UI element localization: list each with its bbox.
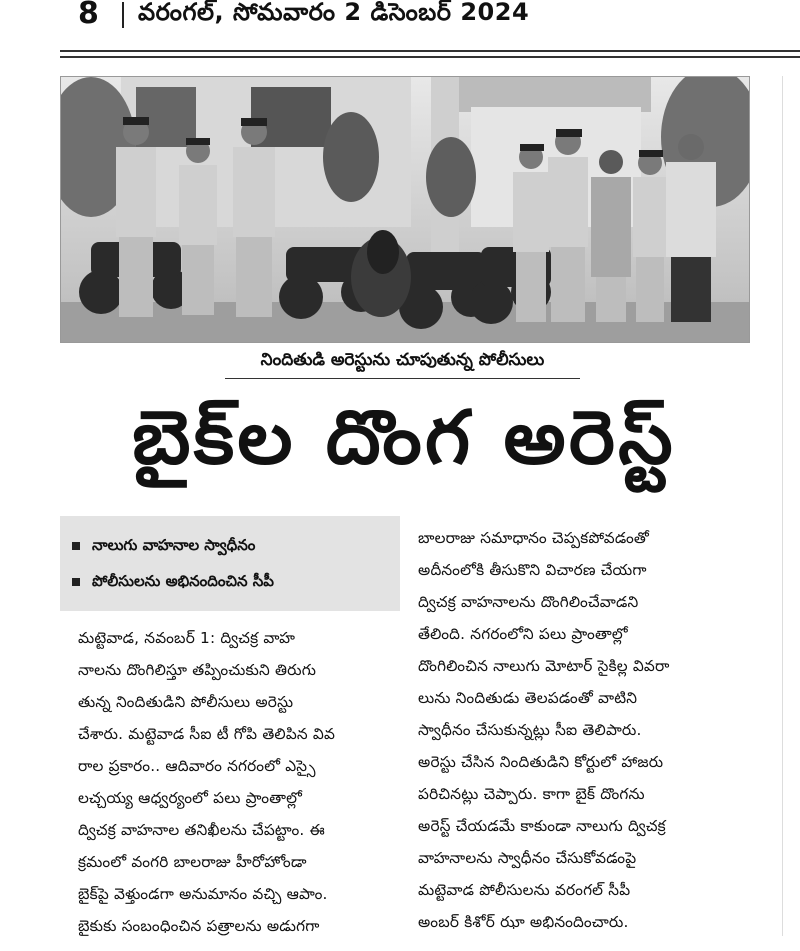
article-line: చేశారు. మట్టెవాడ సీఐ టీ గోపి తెలిపిన వివ: [78, 725, 336, 743]
article-line: బైక్‌పై వెళ్తుండగా అనుమానం వచ్చి ఆపాం.: [78, 885, 328, 903]
article-line: అంబర్ కిశోర్ ఝా అభినందించారు.: [418, 913, 629, 931]
dateline: వరంగల్, సోమవారం 2 డిసెంబర్ 2024: [138, 0, 530, 26]
article-line: లును నిందితుడు తెలపడంతో వాటిని: [418, 689, 638, 707]
article-line: వాహనాలను స్వాధీనం చేసుకోవడంపై: [418, 849, 637, 867]
article-line: అదీనంలోకి తీసుకొని విచారణ చేయగా: [418, 561, 647, 579]
article-line: ద్విచక్ర వాహనాల తనిఖీలను చేపట్టాం. ఈ: [78, 821, 325, 839]
article-line: బాలరాజు సమాధానం చెప్పకపోవడంతో: [418, 529, 650, 547]
article-line: రాల ప్రకారం.. ఆదివారం నగరంలో ఎస్సై: [78, 757, 316, 775]
page-number: 8: [78, 0, 99, 31]
article-line: తున్న నిందితుడిని పోలీసులు అరెస్టు: [78, 693, 294, 711]
page-masthead: [0, 0, 800, 40]
article-line: స్వాధీనం చేసుకున్నట్లు సీఐ తెలిపారు.: [418, 721, 642, 739]
news-photo: [60, 76, 750, 343]
article-line: నాలను దొంగిలిస్తూ తప్పించుకుని తిరుగు: [78, 661, 317, 679]
highlight-text: నాలుగు వాహనాల స్వాధీనం: [92, 536, 256, 554]
article-line: లచ్చయ్య ఆధ్వర్యంలో పలు ప్రాంతాల్లో: [78, 789, 303, 807]
article-line: తేలింది. నగరంలోని పలు ప్రాంతాల్లో: [418, 625, 628, 643]
highlights-box: [60, 516, 400, 611]
article-line: అరెస్టు చేసిన నిందితుడిని కోర్టులో హాజరు: [418, 753, 664, 771]
bullet-square-icon: [72, 578, 80, 586]
article-line: బైకుకు సంబంధించిన పత్రాలను అడుగగా: [78, 917, 320, 935]
article-line: మట్టెవాడ, నవంబర్ 1: ద్విచక్ర వాహ: [78, 629, 296, 647]
article-line: పరిచినట్లు చెప్పారు. కాగా బైక్ దొంగను: [418, 785, 645, 803]
photo-caption: నిందితుడి అరెస్టును చూపుతున్న పోలీసులు: [260, 350, 545, 370]
highlight-text: పోలీసులను అభినందించిన సీపీ: [92, 572, 274, 590]
article-line: క్రమంలో వంగరి బాలరాజు హీరోహోండా: [78, 853, 307, 871]
article-line: మట్టెవాడ పోలీసులను వరంగల్ సీపీ: [418, 881, 631, 899]
column-rule: [782, 76, 783, 936]
article-line: అరెస్ట్ చేయడమే కాకుండా నాలుగు ద్విచక్ర: [418, 817, 666, 835]
highlight-item: [72, 530, 255, 560]
article-line: ద్విచక్ర వాహనాలను దొంగిలించేవాడని: [418, 593, 639, 611]
caption-underline: [225, 378, 580, 379]
highlight-item: [72, 566, 274, 596]
masthead-separator: [122, 2, 124, 28]
masthead-rule-top: [60, 50, 800, 52]
police-group-photo-illustration: [61, 77, 749, 342]
bullet-square-icon: [72, 542, 80, 550]
masthead-rule-bottom: [60, 56, 800, 58]
headline: బైక్‌ల దొంగ అరెస్ట్: [132, 395, 676, 481]
article-line: దొంగిలించిన నాలుగు మోటార్ సైకిల్ల వివరా: [418, 657, 670, 675]
